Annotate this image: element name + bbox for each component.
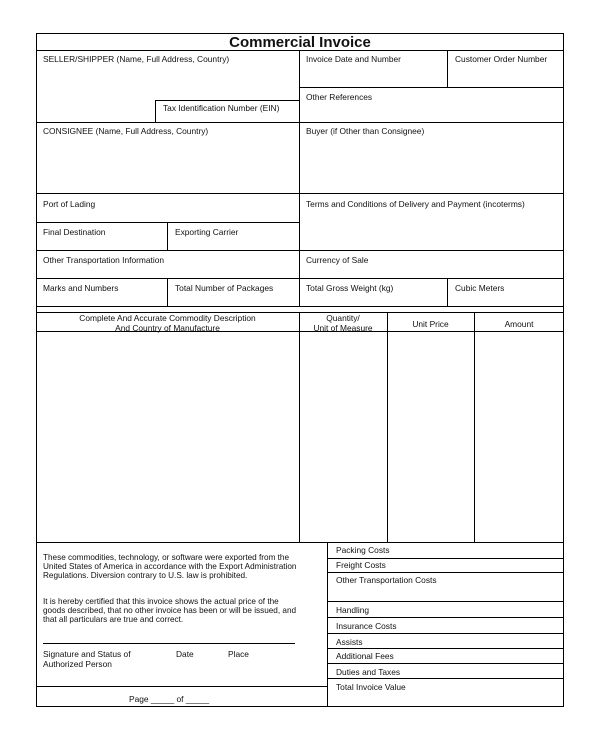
divider	[155, 100, 156, 122]
description-cell[interactable]	[37, 332, 298, 541]
col-header-description-line2: And Country of Manufacture	[115, 323, 220, 333]
divider	[327, 558, 564, 559]
duties-taxes-field[interactable]: Duties and Taxes	[336, 667, 401, 677]
total-gross-weight-field[interactable]: Total Gross Weight (kg)	[306, 283, 394, 293]
divider	[327, 572, 564, 573]
tax-id-field[interactable]: Tax Identification Number (EIN)	[163, 103, 280, 113]
divider	[299, 50, 300, 306]
date-label: Date	[176, 649, 194, 659]
col-header-quantity-line1: Quantity/	[326, 313, 360, 323]
divider	[327, 617, 564, 618]
divider	[327, 542, 328, 707]
divider	[299, 193, 564, 194]
export-statement: These commodities, technology, or software were exported from the United States of America in accordance with the Export Administration Regulations. Diversion contrary to U.S. law is prohibited.	[43, 553, 297, 581]
other-transportation-costs-field[interactable]: Other Transportation Costs	[336, 575, 437, 585]
buyer-field[interactable]: Buyer (if Other than Consignee)	[306, 126, 425, 136]
divider	[36, 686, 327, 687]
divider	[299, 122, 564, 123]
divider	[36, 542, 564, 543]
customer-order-number-field[interactable]: Customer Order Number	[455, 54, 548, 64]
page-title: Commercial Invoice	[229, 34, 371, 51]
divider	[447, 278, 448, 306]
divider	[167, 278, 168, 306]
divider	[327, 663, 564, 664]
signature-label-line2: Authorized Person	[43, 659, 112, 669]
divider	[155, 100, 299, 101]
handling-field[interactable]: Handling	[336, 605, 370, 615]
divider	[36, 250, 564, 251]
col-header-description	[36, 313, 299, 333]
invoice-date-number-field[interactable]: Invoice Date and Number	[306, 54, 401, 64]
col-header-description-line1: Complete And Accurate Commodity Description	[79, 313, 256, 323]
divider	[36, 193, 299, 194]
divider	[327, 678, 564, 679]
consignee-field[interactable]: CONSIGNEE (Name, Full Address, Country)	[43, 126, 209, 136]
amount-cell[interactable]	[475, 332, 563, 541]
marks-numbers-field[interactable]: Marks and Numbers	[43, 283, 119, 293]
insurance-costs-field[interactable]: Insurance Costs	[336, 621, 397, 631]
terms-conditions-field[interactable]: Terms and Conditions of Delivery and Payment (incoterms)	[306, 199, 525, 209]
cubic-meters-field[interactable]: Cubic Meters	[455, 283, 505, 293]
final-destination-field[interactable]: Final Destination	[43, 227, 106, 237]
divider	[327, 633, 564, 634]
signature-label	[43, 649, 131, 669]
divider	[36, 50, 564, 51]
exporting-carrier-field[interactable]: Exporting Carrier	[175, 227, 239, 237]
unit-price-cell[interactable]	[388, 332, 473, 541]
col-header-unit-price: Unit Price	[412, 319, 449, 329]
signature-label-line1: Signature and Status of	[43, 649, 131, 659]
port-of-lading-field[interactable]: Port of Lading	[43, 199, 96, 209]
seller-shipper-field[interactable]: SELLER/SHIPPER (Name, Full Address, Country)	[43, 54, 230, 64]
other-transportation-info-field[interactable]: Other Transportation Information	[43, 255, 165, 265]
divider	[299, 87, 564, 88]
divider	[36, 306, 564, 307]
signature-line	[43, 643, 295, 644]
divider	[327, 648, 564, 649]
total-packages-field[interactable]: Total Number of Packages	[175, 283, 274, 293]
total-invoice-value-field[interactable]: Total Invoice Value	[336, 682, 406, 692]
divider	[36, 122, 299, 123]
page-number: Page _____ of _____	[129, 694, 210, 704]
col-header-quantity-line2: Unit of Measure	[313, 323, 373, 333]
currency-of-sale-field[interactable]: Currency of Sale	[306, 255, 369, 265]
packing-costs-field[interactable]: Packing Costs	[336, 545, 390, 555]
assists-field[interactable]: Assists	[336, 637, 363, 647]
divider	[36, 278, 564, 279]
divider	[167, 222, 168, 250]
divider	[327, 601, 564, 602]
quantity-cell[interactable]	[300, 332, 386, 541]
col-header-amount: Amount	[504, 319, 534, 329]
additional-fees-field[interactable]: Additional Fees	[336, 651, 394, 661]
divider	[447, 50, 448, 87]
certification-statement: It is hereby certified that this invoice shows the actual price of the goods described, that no other invoice has been or will be issued, and that all particulars are true and correct.	[43, 597, 297, 625]
other-references-field[interactable]: Other References	[306, 92, 373, 102]
place-label: Place	[228, 649, 249, 659]
freight-costs-field[interactable]: Freight Costs	[336, 560, 386, 570]
col-header-quantity	[299, 313, 387, 333]
